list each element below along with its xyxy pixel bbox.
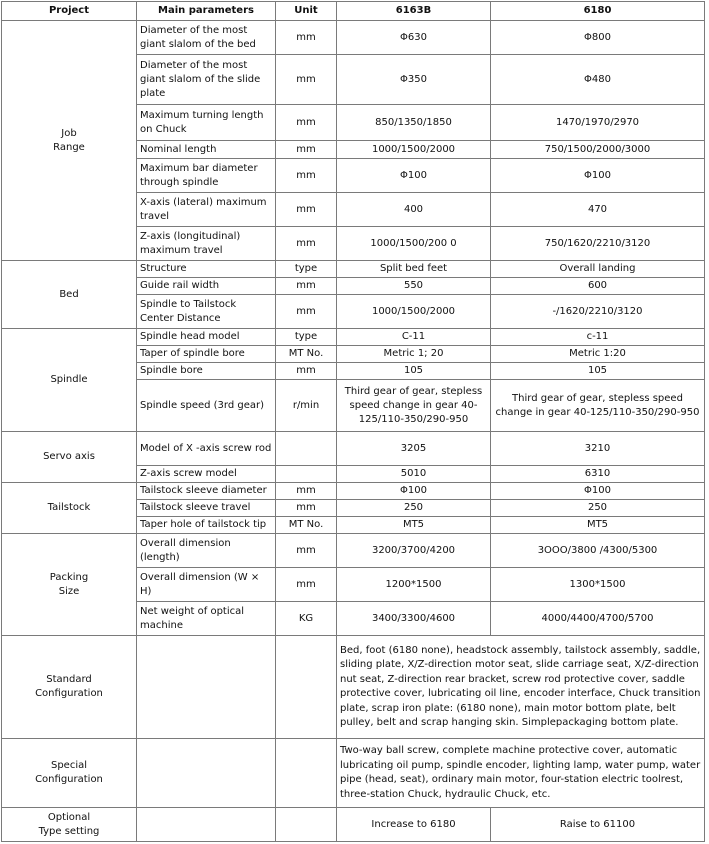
unit-cell: mm bbox=[276, 483, 337, 500]
value-6163b: 1000/1500/2000 bbox=[337, 295, 491, 329]
param-cell: Z-axis (longitudinal) maximum travel bbox=[137, 227, 276, 261]
value-6180: Raise to 61100 bbox=[491, 808, 705, 842]
value-6163b: Split bed feet bbox=[337, 261, 491, 278]
value-6180: Metric 1:20 bbox=[491, 346, 705, 363]
unit-cell: type bbox=[276, 261, 337, 278]
param-cell: Nominal length bbox=[137, 141, 276, 159]
table-row bbox=[2, 808, 705, 842]
value-6180: 470 bbox=[491, 193, 705, 227]
table-row bbox=[2, 534, 705, 568]
table-row bbox=[2, 636, 705, 739]
unit-cell: MT No. bbox=[276, 517, 337, 534]
header-main-parameters: Main parameters bbox=[137, 2, 276, 21]
value-6180: Φ800 bbox=[491, 21, 705, 55]
value-6163b: 1000/1500/200 0 bbox=[337, 227, 491, 261]
value-6163b: Third gear of gear, stepless speed change in gear 40-125/110-350/290-950 bbox=[337, 380, 491, 432]
param-cell: Model of X -axis screw rod bbox=[137, 432, 276, 466]
value-6163b: 1000/1500/2000 bbox=[337, 141, 491, 159]
value-6163b: Φ100 bbox=[337, 159, 491, 193]
unit-cell: type bbox=[276, 329, 337, 346]
group-special-configuration: Special Configuration bbox=[2, 739, 137, 808]
param-cell: Net weight of optical machine bbox=[137, 602, 276, 636]
empty-cell bbox=[137, 808, 276, 842]
param-cell: Maximum bar diameter through spindle bbox=[137, 159, 276, 193]
header-model-6180: 6180 bbox=[491, 2, 705, 21]
unit-cell: mm bbox=[276, 227, 337, 261]
value-6180: Φ480 bbox=[491, 55, 705, 105]
param-cell: Z-axis screw model bbox=[137, 466, 276, 483]
unit-cell: mm bbox=[276, 141, 337, 159]
unit-cell: mm bbox=[276, 21, 337, 55]
value-6163b: Φ630 bbox=[337, 21, 491, 55]
value-6163b: 850/1350/1850 bbox=[337, 105, 491, 141]
table-row bbox=[2, 483, 705, 500]
standard-configuration-text: Bed, foot (6180 none), headstock assembly, tailstock assembly, saddle, sliding plate, X/Z-direction motor seat, slide carriage seat, X/Z-direction nut seat, Z-direction rear bracket, screw rod protective cover, saddle protective cover, lubricating oil line, encoder interface, Chuck transition plate, scrap iron plate: (6180 none), main motor bottom plate, belt pulley, belt and scrap hanging skin. Simplepackaging bottom plate. bbox=[337, 636, 705, 739]
unit-cell bbox=[276, 466, 337, 483]
header-unit: Unit bbox=[276, 2, 337, 21]
value-6163b: 3200/3700/4200 bbox=[337, 534, 491, 568]
param-cell: Spindle to Tailstock Center Distance bbox=[137, 295, 276, 329]
header-row bbox=[2, 2, 705, 21]
value-6163b: Metric 1; 20 bbox=[337, 346, 491, 363]
group-standard-configuration: Standard Configuration bbox=[2, 636, 137, 739]
value-6163b: 5010 bbox=[337, 466, 491, 483]
param-cell: Diameter of the most giant slalom of the slide plate bbox=[137, 55, 276, 105]
unit-cell: mm bbox=[276, 55, 337, 105]
value-6180: 1300*1500 bbox=[491, 568, 705, 602]
unit-cell bbox=[276, 432, 337, 466]
unit-cell: mm bbox=[276, 363, 337, 380]
value-6163b: 400 bbox=[337, 193, 491, 227]
value-6163b: Φ350 bbox=[337, 55, 491, 105]
param-cell: Guide rail width bbox=[137, 278, 276, 295]
group-tailstock: Tailstock bbox=[2, 483, 137, 534]
param-cell: Tailstock sleeve travel bbox=[137, 500, 276, 517]
param-cell: Structure bbox=[137, 261, 276, 278]
param-cell: Spindle speed (3rd gear) bbox=[137, 380, 276, 432]
unit-cell: mm bbox=[276, 105, 337, 141]
unit-cell: mm bbox=[276, 278, 337, 295]
value-6180: 3210 bbox=[491, 432, 705, 466]
group-spindle: Spindle bbox=[2, 329, 137, 432]
value-6163b: Increase to 6180 bbox=[337, 808, 491, 842]
group-job-range: Job Range bbox=[2, 21, 137, 261]
value-6163b: 550 bbox=[337, 278, 491, 295]
param-cell: Overall dimension (W × H) bbox=[137, 568, 276, 602]
value-6163b: 3400/3300/4600 bbox=[337, 602, 491, 636]
unit-cell: mm bbox=[276, 159, 337, 193]
value-6180: -/1620/2210/3120 bbox=[491, 295, 705, 329]
param-cell: Spindle bore bbox=[137, 363, 276, 380]
table-row bbox=[2, 432, 705, 466]
value-6180: 4000/4400/4700/5700 bbox=[491, 602, 705, 636]
value-6180: 3OOO/3800 /4300/5300 bbox=[491, 534, 705, 568]
param-cell: Taper hole of tailstock tip bbox=[137, 517, 276, 534]
group-bed: Bed bbox=[2, 261, 137, 329]
param-cell: Spindle head model bbox=[137, 329, 276, 346]
spec-table bbox=[1, 1, 705, 842]
value-6163b: 250 bbox=[337, 500, 491, 517]
value-6180: Φ100 bbox=[491, 483, 705, 500]
header-project: Project bbox=[2, 2, 137, 21]
value-6163b: MT5 bbox=[337, 517, 491, 534]
table-row bbox=[2, 21, 705, 55]
param-cell: Diameter of the most giant slalom of the bed bbox=[137, 21, 276, 55]
value-6180: MT5 bbox=[491, 517, 705, 534]
group-optional-type-setting: Optional Type setting bbox=[2, 808, 137, 842]
value-6163b: C-11 bbox=[337, 329, 491, 346]
value-6180: c-11 bbox=[491, 329, 705, 346]
value-6180: 105 bbox=[491, 363, 705, 380]
unit-cell: mm bbox=[276, 193, 337, 227]
value-6180: 250 bbox=[491, 500, 705, 517]
value-6180: 750/1620/2210/3120 bbox=[491, 227, 705, 261]
value-6180: Third gear of gear, stepless speed change in gear 40-125/110-350/290-950 bbox=[491, 380, 705, 432]
value-6163b: 3205 bbox=[337, 432, 491, 466]
empty-cell bbox=[276, 636, 337, 739]
group-packing-size: Packing Size bbox=[2, 534, 137, 636]
empty-cell bbox=[137, 739, 276, 808]
unit-cell: mm bbox=[276, 534, 337, 568]
value-6163b: 105 bbox=[337, 363, 491, 380]
value-6163b: Φ100 bbox=[337, 483, 491, 500]
unit-cell: MT No. bbox=[276, 346, 337, 363]
param-cell: Tailstock sleeve diameter bbox=[137, 483, 276, 500]
unit-cell: mm bbox=[276, 295, 337, 329]
param-cell: Overall dimension (length) bbox=[137, 534, 276, 568]
table-row bbox=[2, 739, 705, 808]
value-6180: 750/1500/2000/3000 bbox=[491, 141, 705, 159]
special-configuration-text: Two-way ball screw, complete machine protective cover, automatic lubricating oil pump, spindle encoder, lighting lamp, water pump, water pipe (head, seat), ordinary main motor, four-station electric toolrest, three-station Chuck, hydraulic Chuck, etc. bbox=[337, 739, 705, 808]
unit-cell: mm bbox=[276, 500, 337, 517]
empty-cell bbox=[137, 636, 276, 739]
table-row bbox=[2, 329, 705, 346]
unit-cell: KG bbox=[276, 602, 337, 636]
value-6180: 6310 bbox=[491, 466, 705, 483]
value-6180: Φ100 bbox=[491, 159, 705, 193]
empty-cell bbox=[276, 808, 337, 842]
unit-cell: mm bbox=[276, 568, 337, 602]
empty-cell bbox=[276, 739, 337, 808]
header-model-6163b: 6163B bbox=[337, 2, 491, 21]
unit-cell: r/min bbox=[276, 380, 337, 432]
param-cell: Maximum turning length on Chuck bbox=[137, 105, 276, 141]
value-6180: 600 bbox=[491, 278, 705, 295]
value-6180: 1470/1970/2970 bbox=[491, 105, 705, 141]
value-6180: Overall landing bbox=[491, 261, 705, 278]
param-cell: X-axis (lateral) maximum travel bbox=[137, 193, 276, 227]
value-6163b: 1200*1500 bbox=[337, 568, 491, 602]
group-servo-axis: Servo axis bbox=[2, 432, 137, 483]
table-row bbox=[2, 261, 705, 278]
param-cell: Taper of spindle bore bbox=[137, 346, 276, 363]
